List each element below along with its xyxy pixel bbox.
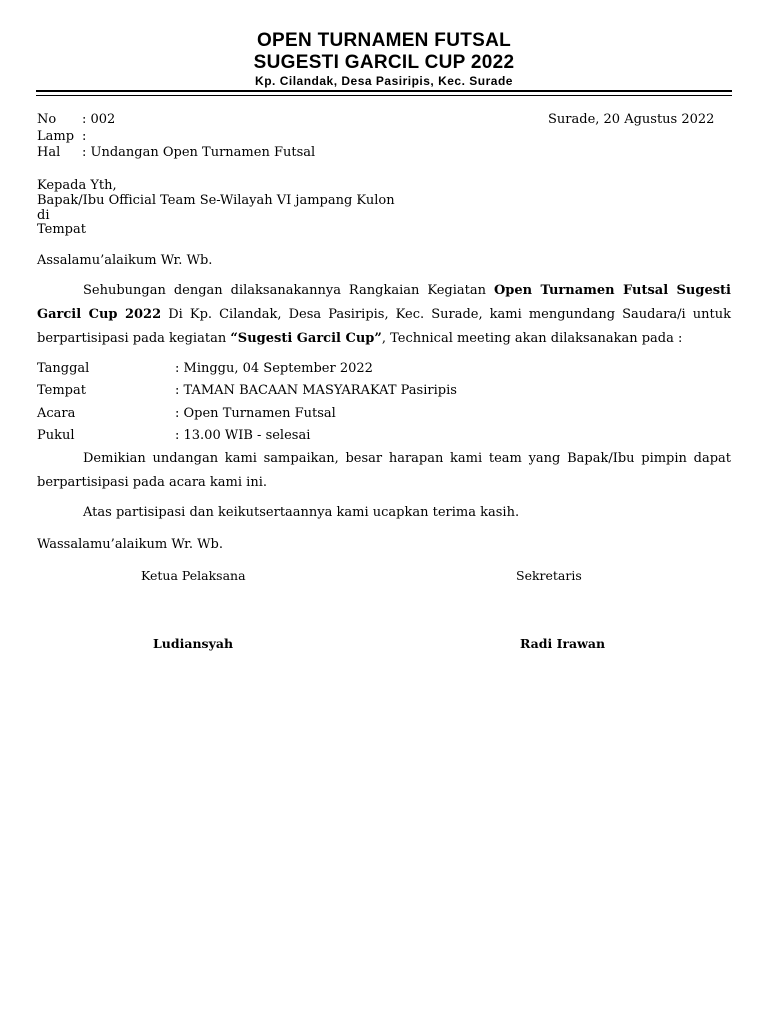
event-name: Open Turnamen Futsal Sugesti Garcil Cup 2022 (37, 283, 732, 322)
paragraph-text: Demikian undangan kami sampaikan, besar harapan kami team yang Bapak/Ibu pimpin dapat berpartisipasi pada acara kami ini. (37, 451, 731, 490)
signature-right-name: Radi Irawan (520, 636, 606, 651)
paragraph-text: , Technical meeting akan dilaksanakan pada : (381, 331, 683, 346)
recipient-line: Bapak/Ibu Official Team Se-Wilayah VI jampang Kulon (37, 193, 395, 208)
detail-value: : Open Turnamen Futsal (175, 406, 336, 421)
signature-left-title: Ketua Pelaksana (141, 568, 246, 583)
letterhead-subtitle: SUGESTI GARCIL CUP 2022 (253, 52, 515, 73)
paragraph-text: Sehubungan dengan dilaksanakannya Rangkaian Kegiatan (83, 283, 494, 298)
body-paragraph-1 (37, 279, 731, 351)
closing: Wassalamu’alaikum Wr. Wb. (37, 537, 223, 552)
signature-left-name: Ludiansyah (153, 636, 234, 651)
letterhead-rule-thin (36, 95, 732, 96)
greeting: Assalamu’alaikum Wr. Wb. (37, 253, 213, 268)
meta-lamp-value: : (82, 129, 87, 144)
body-paragraph-3 (37, 501, 731, 525)
recipient-line: di (37, 208, 50, 223)
detail-value: : TAMAN BACAAN MASYARAKAT Pasiripis (175, 383, 457, 398)
detail-value: : Minggu, 04 September 2022 (175, 361, 373, 376)
meta-hal-value: : Undangan Open Turnamen Futsal (82, 145, 316, 160)
recipient-line: Kepada Yth, (37, 178, 117, 193)
letterhead-address: Kp. Cilandak, Desa Pasiripis, Kec. Surade (255, 74, 513, 88)
event-short-name: “Sugesti Garcil Cup” (230, 331, 382, 346)
body-paragraph-2 (37, 447, 731, 495)
letterhead-rule-thick (36, 90, 732, 92)
paragraph-text: Di Kp. Cilandak, Desa Pasiripis, Kec. Surade, kami mengundang Saudara/i untuk berpartisipasi pada kegiatan (37, 307, 731, 346)
signature-right-title: Sekretaris (516, 568, 582, 583)
detail-label: Acara (37, 406, 76, 421)
meta-lamp-label: Lamp (37, 129, 75, 144)
letterhead-title: OPEN TURNAMEN FUTSAL (256, 30, 512, 51)
detail-value: : 13.00 WIB - selesai (175, 428, 311, 443)
place-date: Surade, 20 Agustus 2022 (548, 112, 715, 127)
detail-label: Pukul (37, 428, 75, 443)
detail-label: Tanggal (37, 361, 90, 376)
recipient-line: Tempat (37, 222, 86, 237)
meta-hal-label: Hal (37, 145, 61, 160)
meta-no-value: : 002 (82, 112, 116, 127)
paragraph-text: Atas partisipasi dan keikutsertaannya kami ucapkan terima kasih. (83, 505, 520, 520)
meta-no-label: No (37, 112, 57, 127)
detail-label: Tempat (37, 383, 86, 398)
